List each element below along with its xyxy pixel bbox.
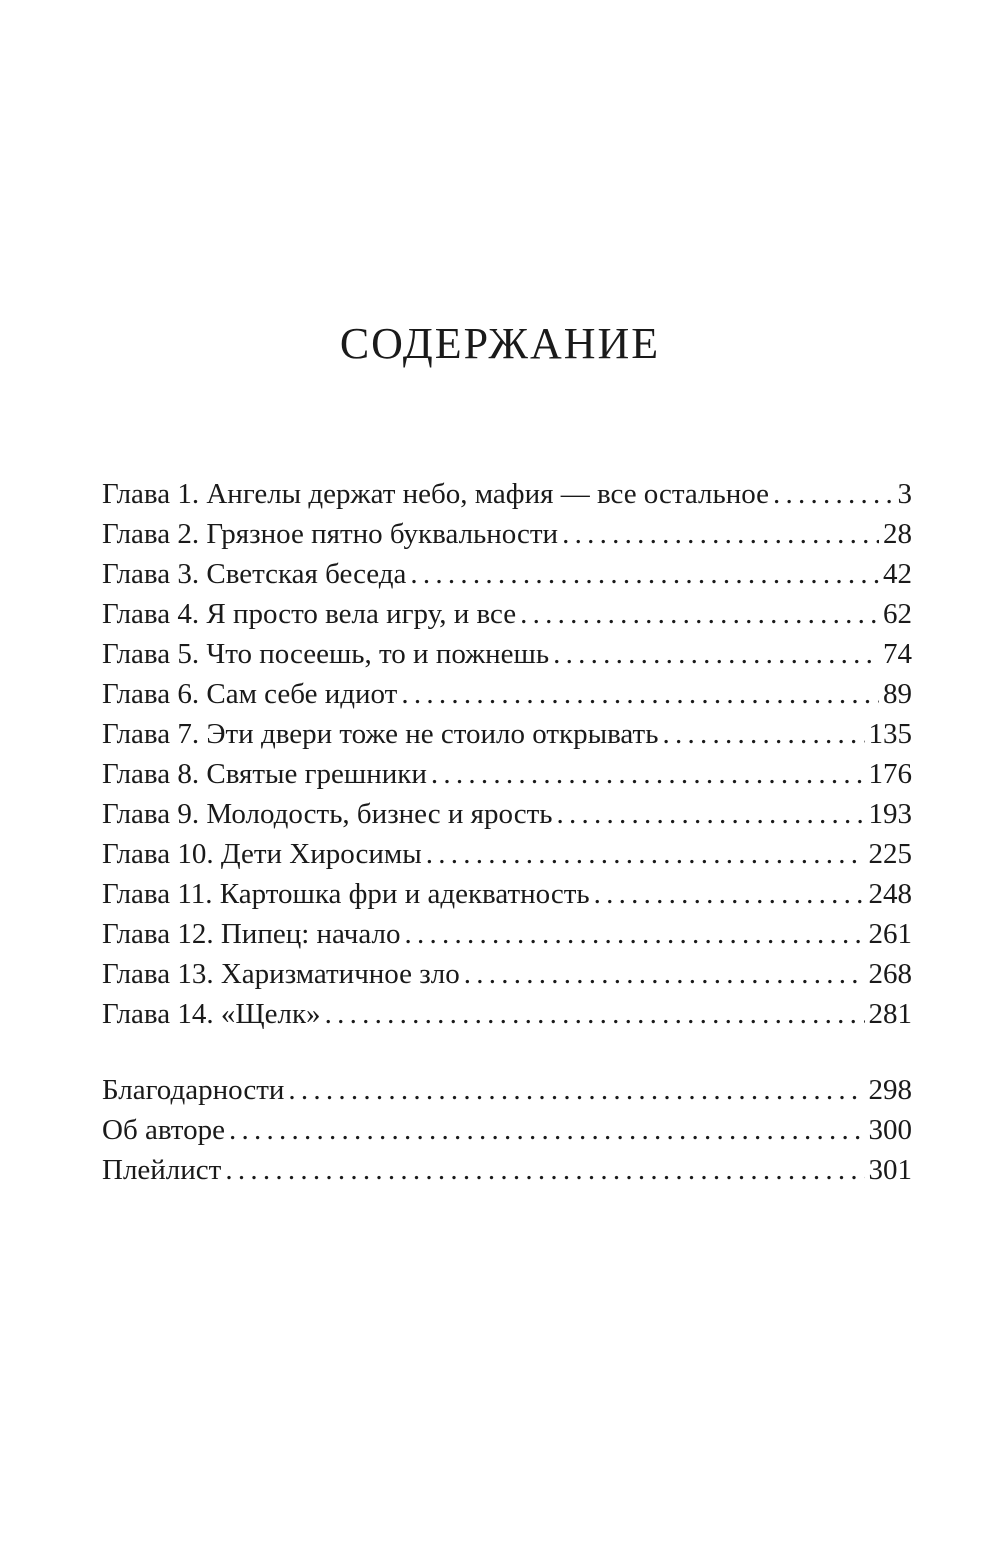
entry-title: Глава 8. Святые грешники — [102, 758, 427, 790]
page-number: 301 — [868, 1154, 912, 1186]
toc-entry[interactable] — [102, 874, 912, 914]
toc-entry[interactable] — [102, 474, 912, 514]
entry-title: Глава 3. Светская беседа — [102, 558, 407, 590]
entry-title: Глава 10. Дети Хиросимы — [102, 838, 422, 870]
page-number: 62 — [883, 598, 912, 630]
page-number: 3 — [897, 478, 912, 510]
page-number: 225 — [868, 838, 912, 870]
dot-leader — [225, 1150, 864, 1190]
dot-leader — [594, 874, 865, 914]
dot-leader — [464, 954, 865, 994]
entry-title: Глава 9. Молодость, бизнес и ярость — [102, 798, 553, 830]
back-matter-list — [102, 1070, 912, 1190]
page-number: 135 — [868, 718, 912, 750]
page-number: 42 — [883, 558, 912, 590]
toc-entry[interactable] — [102, 714, 912, 754]
page-number: 300 — [868, 1114, 912, 1146]
dot-leader — [557, 794, 865, 834]
entry-title: Глава 4. Я просто вела игру, и все — [102, 598, 517, 630]
toc-entry[interactable] — [102, 994, 912, 1034]
dot-leader — [426, 834, 865, 874]
toc-entry[interactable] — [102, 554, 912, 594]
dot-leader — [288, 1070, 864, 1110]
toc-entry[interactable] — [102, 514, 912, 554]
entry-title: Глава 12. Пипец: начало — [102, 918, 401, 950]
toc-entry[interactable] — [102, 954, 912, 994]
page-number: 176 — [868, 758, 912, 790]
page-title: СОДЕРЖАНИЕ — [339, 319, 661, 368]
page-number: 261 — [868, 918, 912, 950]
dot-leader — [401, 674, 879, 714]
entry-title: Плейлист — [102, 1154, 222, 1186]
dot-leader — [662, 714, 864, 754]
entry-title: Глава 7. Эти двери тоже не стоило открывать — [102, 718, 659, 750]
entry-title: Глава 5. Что посеешь, то и пожнешь — [102, 638, 550, 670]
entry-title: Глава 2. Грязное пятно буквальности — [102, 518, 559, 550]
page-number: 268 — [868, 958, 912, 990]
entry-title: Об авторе — [102, 1114, 225, 1146]
page-number: 89 — [883, 678, 912, 710]
dot-leader — [404, 914, 864, 954]
entry-title: Глава 13. Харизматичное зло — [102, 958, 460, 990]
dot-leader — [410, 554, 879, 594]
page-number: 74 — [883, 638, 912, 670]
dot-leader — [562, 514, 879, 554]
dot-leader — [520, 594, 879, 634]
entry-title: Благодарности — [102, 1074, 285, 1106]
page-number: 28 — [883, 518, 912, 550]
chapter-list — [102, 474, 912, 1034]
toc-entry[interactable] — [102, 1070, 912, 1110]
entry-title: Глава 6. Сам себе идиот — [102, 678, 398, 710]
entry-title: Глава 1. Ангелы держат небо, мафия — все остальное — [102, 478, 769, 510]
toc-entry[interactable] — [102, 794, 912, 834]
entry-title: Глава 14. «Щелк» — [102, 998, 321, 1030]
toc-entry[interactable] — [102, 754, 912, 794]
toc-entry[interactable] — [102, 1150, 912, 1190]
dot-leader — [553, 634, 879, 674]
dot-leader — [431, 754, 865, 794]
page-number: 193 — [868, 798, 912, 830]
toc-entry[interactable] — [102, 674, 912, 714]
toc-entry[interactable] — [102, 634, 912, 674]
toc-entry[interactable] — [102, 914, 912, 954]
toc-entry[interactable] — [102, 594, 912, 634]
dot-leader — [773, 474, 894, 514]
toc-entry[interactable] — [102, 834, 912, 874]
page-number: 298 — [868, 1074, 912, 1106]
dot-leader — [229, 1110, 865, 1150]
page-number: 248 — [868, 878, 912, 910]
entry-title: Глава 11. Картошка фри и адекватность — [102, 878, 590, 910]
toc-entry[interactable] — [102, 1110, 912, 1150]
page-number: 281 — [868, 998, 912, 1030]
dot-leader — [325, 994, 865, 1034]
